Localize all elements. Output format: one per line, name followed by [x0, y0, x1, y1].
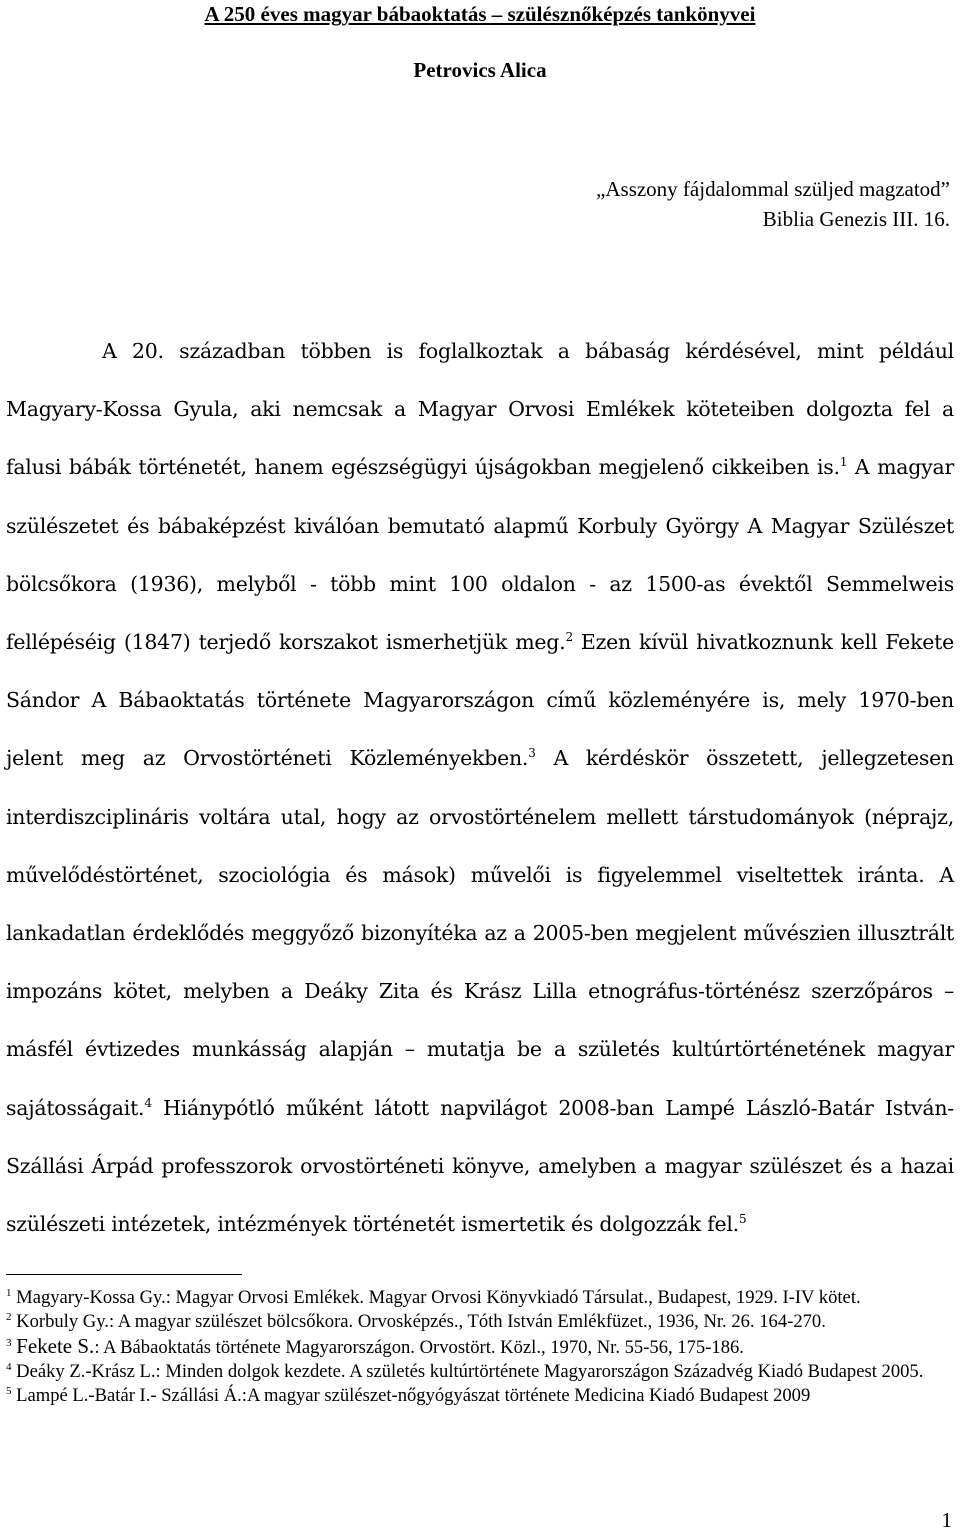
motto-quote: „Asszony fájdalommal szüljed magzatod”: [596, 177, 950, 201]
body-text-segment: Hiánypótló műként látott napvilágot 2008-ban Lampé László-Batár István-Szállási Árpád professzorok orvostörténeti könyve, amelyben a magyar szülészet és a hazai szülészeti intézetek, intézmények történetét ismertetik és dolgozzák fel.: [6, 1095, 954, 1237]
footnote-2: [6, 1310, 954, 1334]
motto-source: Biblia Genezis III. 16.: [762, 207, 950, 231]
motto: [596, 174, 950, 234]
footnotes: [6, 1286, 954, 1408]
footnote-text: Lampé L.-Batár I.- Szállási Á.:A magyar szülészet-nőgyógyászat története Medicina Kiadó Budapest 2009: [16, 1385, 811, 1406]
footnote-text: : A Bábaoktatás története Magyarországon. Orvostört. Közl., 1970, Nr. 55-56, 175-186.: [94, 1337, 744, 1358]
footnote-5: [6, 1384, 954, 1408]
footnote-ref-5[interactable]: 5: [738, 1212, 747, 1227]
author-name: Petrovics Alica: [413, 58, 547, 82]
footnote-text: Korbuly Gy.: A magyar szülészet bölcsőkora. Orvosképzés., Tóth István Emlékfüzet., 1936, Nr. 26. 164-270.: [16, 1311, 826, 1332]
footnote-ref-1[interactable]: 1: [839, 455, 848, 470]
footnote-ref-3[interactable]: 3: [528, 746, 536, 761]
footnote-text: Deáky Z.-Krász L.: Minden dolgok kezdete. A születés kultúrtörténete Magyarországon Századvég Kiadó Budapest 2005.: [16, 1361, 924, 1382]
footnote-number: 2: [6, 1310, 12, 1323]
document-title: A 250 éves magyar bábaoktatás – szülésznőképzés tankönyvei: [204, 2, 756, 26]
body-text-segment: A 20. században többen is foglalkoztak a bábaság kérdésével, mint például Magyary-Kossa Gyula, aki nemcsak a Magyar Orvosi Emlékek köteteiben dolgozta fel a falusi bábák történetét, hanem egészségügyi újságokban megjelenő cikkeiben is.: [6, 339, 954, 480]
footnote-1: [6, 1286, 954, 1310]
body-text-segment: Ezen kívül hivatkoznunk kell Fekete Sándor A Bábaoktatás története Magyarországon című közleményére is, mely 1970-ben jelent meg az Orvostörténeti Közleményekben.: [6, 630, 954, 771]
footnote-3: [6, 1334, 954, 1360]
footnote-text: Magyary-Kossa Gy.: Magyar Orvosi Emlékek. Magyar Orvosi Könyvkiadó Társulat., Budapest, 1929. I-IV kötet.: [16, 1287, 861, 1308]
footnote-ref-4[interactable]: 4: [144, 1095, 152, 1110]
footnote-number: 4: [6, 1360, 12, 1373]
footnote-number: 1: [6, 1286, 12, 1299]
footnote-4: [6, 1360, 954, 1384]
body-text-segment: A kérdéskör összetett, jellegzetesen interdiszciplináris voltára utal, hogy az orvostörténelem mellett társtudományok (néprajz, művelődéstörténet, szociológia és mások) művelői is figyelemmel viseltettek iránta. A lankadatlan érdeklődés meggyőző bizonyítéka az a 2005-ben megjelent művészien illusztrált impozáns kötet, melyben a Deáky Zita és Krász Lilla etnográfus-történész szerzőpáros – másfél évtizedes munkásság alapján – mutatja be a születés kultúrtörténetének magyar sajátosságait.: [6, 746, 954, 1120]
footnote-number: 5: [6, 1384, 12, 1397]
footnote-ref-2[interactable]: 2: [565, 630, 573, 645]
page-number: 1: [941, 1508, 952, 1532]
footnote-separator: [6, 1274, 242, 1275]
body-paragraph: [6, 322, 954, 1253]
body-text-segment: A magyar szülészetet és bábaképzést kiválóan bemutató alapmű Korbuly György A Magyar Szülészet bölcsőkora (1936), melyből - több mint 100 oldalon - az 1500-as évektől Semmelweis fellépéséig (1847) terjedő korszakot ismerhetjük meg.: [6, 455, 954, 655]
footnote-number: 3: [6, 1336, 12, 1349]
footnote-author: Fekete S.: [16, 1334, 95, 1358]
